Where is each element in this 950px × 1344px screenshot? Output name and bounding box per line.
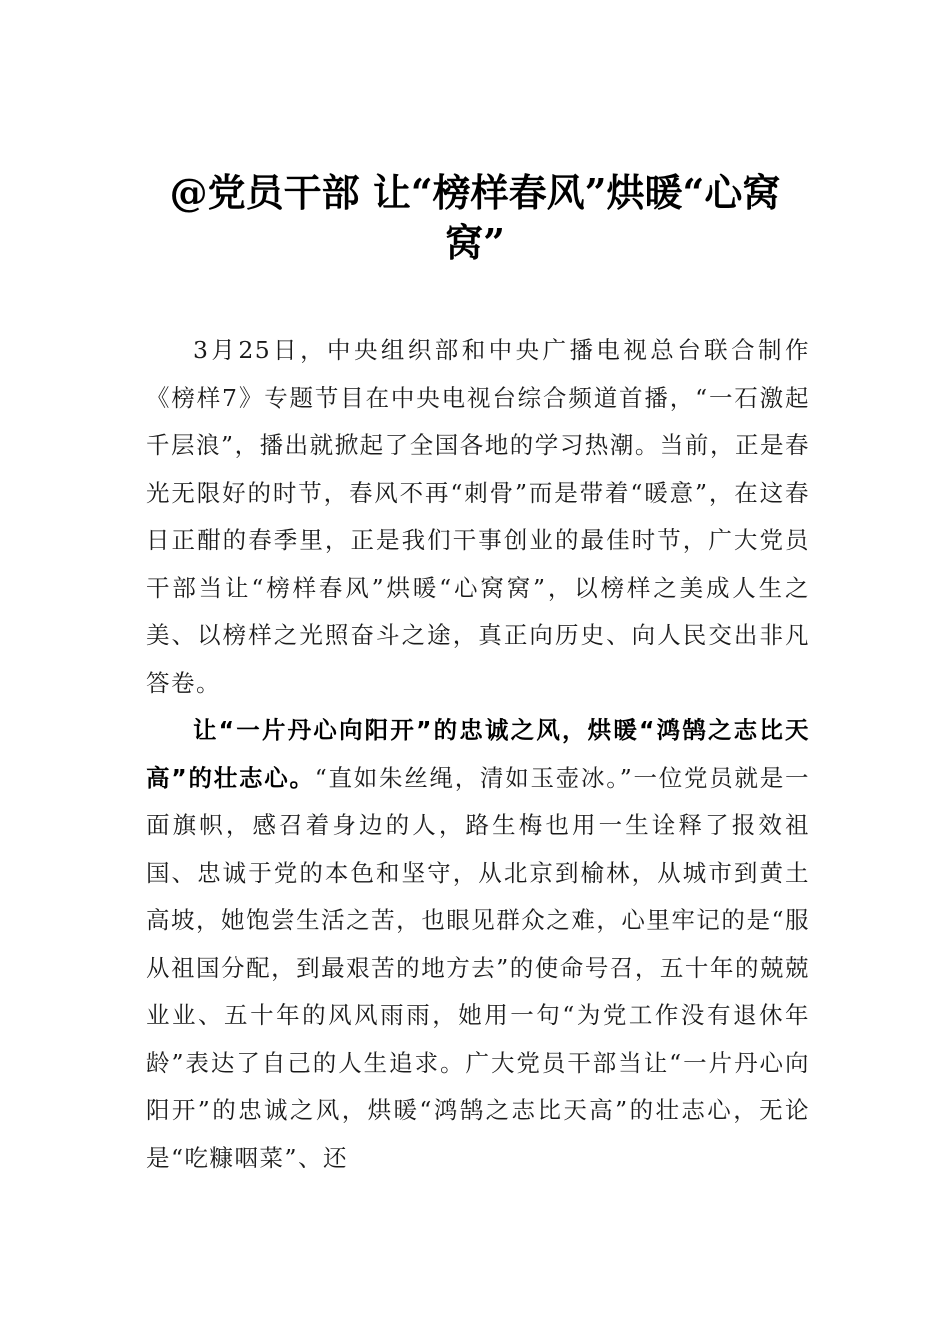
paragraph-2-lead: 让“一片丹心向阳开”的忠诚之风，烘暖“鸿鹄之志比天高”的壮志心。: [146, 716, 810, 792]
paragraph-2-text: “直如朱丝绳，清如玉壶冰。”一位党员就是一面旗帜，感召着身边的人，路生梅也用一生诠释了报效祖国、忠诚于党的本色和坚守，从北京到榆林，从城市到黄土高坡，她饱尝生活之苦，也眼见群众之难，心里牢记的是“服从祖国分配，到最艰苦的地方去”的使命号召，五十年的兢兢业业、五十年的风风雨雨，她用一句“为党工作没有退休年龄”表达了自己的人生追求。广大党员干部当让“一片丹心向阳开”的忠诚之风，烘暖“鸿鹄之志比天高”的壮志心，无论是“吃糠咽菜”、还: [146, 763, 810, 1172]
document-body: [146, 327, 810, 1182]
paragraph-1: [146, 327, 810, 707]
document-title: @党员干部 让“榜样春风”烘暖“心窝窝”: [169, 170, 781, 265]
paragraph-1-text: 3月25日，中央组织部和中央广播电视总台联合制作《榜样7》专题节目在中央电视台综合频道首播，“一石激起千层浪”，播出就掀起了全国各地的学习热潮。当前，正是春光无限好的时节，春风不再“刺骨”而是带着“暖意”，在这春日正酣的春季里，正是我们干事创业的最佳时节，广大党员干部当让“榜样春风”烘暖“心窝窝”，以榜样之美成人生之美、以榜样之光照奋斗之途，真正向历史、向人民交出非凡答卷。: [146, 336, 810, 697]
paragraph-2: [146, 707, 810, 1182]
